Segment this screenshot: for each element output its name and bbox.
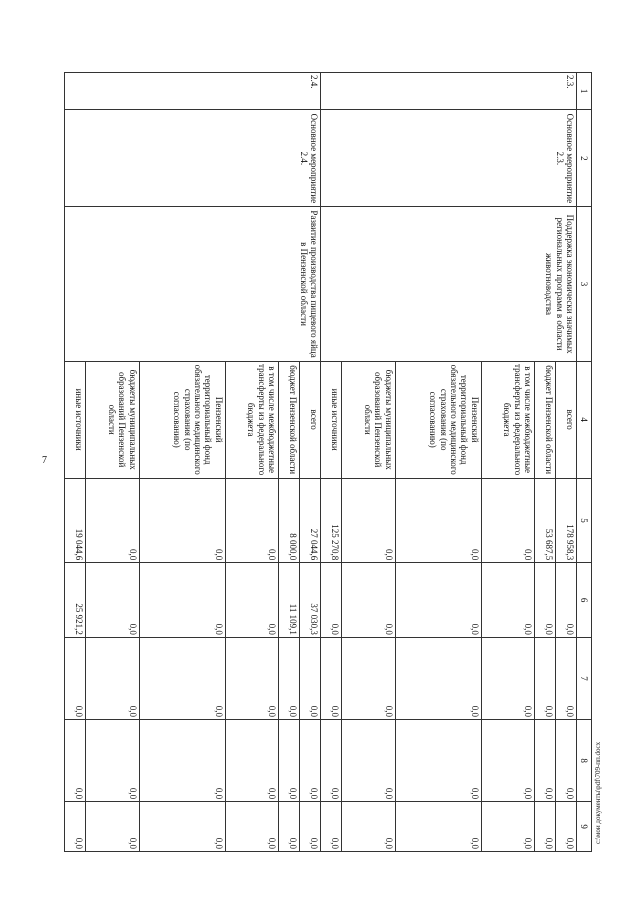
source-label: всего bbox=[300, 361, 321, 478]
value-col-6: 0,0 bbox=[139, 563, 225, 638]
value-col-9: 0,0 bbox=[481, 802, 535, 852]
col-header-8: 8 bbox=[577, 720, 592, 802]
value-col-5: 53 687,5 bbox=[535, 478, 556, 563]
value-col-7: 0,0 bbox=[225, 637, 279, 719]
source-label: в том числе межбюджетные трансферты из федерального бюджета bbox=[481, 361, 535, 478]
source-label: Пензенский территориальный фонд обязательного медицинского страхования (по согласованию) bbox=[395, 361, 481, 478]
col-header-6: 6 bbox=[577, 563, 592, 638]
value-col-6: 0,0 bbox=[395, 563, 481, 638]
col-header-4: 4 bbox=[577, 361, 592, 478]
header-row bbox=[577, 73, 592, 852]
source-label: бюджет Пензенской области bbox=[279, 361, 300, 478]
value-col-8: 0,0 bbox=[279, 720, 300, 802]
value-col-8: 0,0 bbox=[300, 720, 321, 802]
value-col-7: 0,0 bbox=[535, 637, 556, 719]
col-header-3: 3 bbox=[577, 207, 592, 361]
value-col-5: 0,0 bbox=[225, 478, 279, 563]
value-col-6: 0,0 bbox=[321, 563, 342, 638]
value-col-9: 0,0 bbox=[556, 802, 577, 852]
value-col-7: 0,0 bbox=[65, 637, 86, 719]
value-col-6: 25 921,2 bbox=[65, 563, 86, 638]
footer-file-path: c:\мои документы\pdf\709-пп.docx bbox=[594, 741, 602, 844]
value-col-7: 0,0 bbox=[481, 637, 535, 719]
value-col-6: 37 030,3 bbox=[300, 563, 321, 638]
value-col-7: 0,0 bbox=[556, 637, 577, 719]
source-label: всего bbox=[556, 361, 577, 478]
value-col-5: 0,0 bbox=[395, 478, 481, 563]
table-row bbox=[300, 73, 321, 852]
value-col-7: 0,0 bbox=[86, 637, 140, 719]
col-header-2: 2 bbox=[577, 110, 592, 207]
value-col-9: 0,0 bbox=[279, 802, 300, 852]
value-col-5: 178 958,3 bbox=[556, 478, 577, 563]
col-header-9: 9 bbox=[577, 802, 592, 852]
col-header-1: 1 bbox=[577, 73, 592, 110]
value-col-7: 0,0 bbox=[342, 637, 396, 719]
value-col-5: 0,0 bbox=[86, 478, 140, 563]
value-col-6: 0,0 bbox=[481, 563, 535, 638]
source-label: Пензенский территориальный фонд обязательного медицинского страхования (по согласованию) bbox=[139, 361, 225, 478]
value-col-5: 0,0 bbox=[139, 478, 225, 563]
value-col-9: 0,0 bbox=[342, 802, 396, 852]
value-col-8: 0,0 bbox=[395, 720, 481, 802]
value-col-8: 0,0 bbox=[321, 720, 342, 802]
value-col-5: 19 044,6 bbox=[65, 478, 86, 563]
value-col-9: 0,0 bbox=[321, 802, 342, 852]
value-col-9: 0,0 bbox=[65, 802, 86, 852]
value-col-7: 0,0 bbox=[395, 637, 481, 719]
source-label: иные источники bbox=[65, 361, 86, 478]
value-col-5: 0,0 bbox=[342, 478, 396, 563]
source-label: бюджеты муниципальных образований Пензенской области bbox=[86, 361, 140, 478]
value-col-5: 8 000,0 bbox=[279, 478, 300, 563]
value-col-9: 0,0 bbox=[395, 802, 481, 852]
value-col-6: 0,0 bbox=[225, 563, 279, 638]
section-kind: Основное мероприятие 2.4. bbox=[65, 110, 321, 207]
source-label: в том числе межбюджетные трансферты из федерального бюджета bbox=[225, 361, 279, 478]
value-col-7: 0,0 bbox=[139, 637, 225, 719]
value-col-9: 0,0 bbox=[86, 802, 140, 852]
value-col-8: 0,0 bbox=[342, 720, 396, 802]
value-col-6: 0,0 bbox=[556, 563, 577, 638]
value-col-6: 11 109,1 bbox=[279, 563, 300, 638]
value-col-8: 0,0 bbox=[481, 720, 535, 802]
value-col-6: 0,0 bbox=[86, 563, 140, 638]
value-col-8: 0,0 bbox=[556, 720, 577, 802]
table-row bbox=[556, 73, 577, 852]
value-col-7: 0,0 bbox=[279, 637, 300, 719]
section-kind: Основное мероприятие 2.3. bbox=[321, 110, 577, 207]
value-col-7: 0,0 bbox=[300, 637, 321, 719]
value-col-8: 0,0 bbox=[86, 720, 140, 802]
budget-table bbox=[64, 72, 592, 852]
section-title: Развитие производства пищевого яйца в Пензенской области bbox=[65, 207, 321, 361]
col-header-5: 5 bbox=[577, 478, 592, 563]
value-col-9: 0,0 bbox=[535, 802, 556, 852]
value-col-8: 0,0 bbox=[535, 720, 556, 802]
source-label: бюджет Пензенской области bbox=[535, 361, 556, 478]
value-col-9: 0,0 bbox=[225, 802, 279, 852]
value-col-8: 0,0 bbox=[225, 720, 279, 802]
source-label: иные источники bbox=[321, 361, 342, 478]
source-label: бюджеты муниципальных образований Пензенской области bbox=[342, 361, 396, 478]
value-col-9: 0,0 bbox=[300, 802, 321, 852]
value-col-6: 0,0 bbox=[342, 563, 396, 638]
value-col-5: 27 044,6 bbox=[300, 478, 321, 563]
value-col-7: 0,0 bbox=[321, 637, 342, 719]
value-col-5: 125 270,8 bbox=[321, 478, 342, 563]
page-number: 7 bbox=[42, 455, 47, 466]
section-title: Поддержка экономически значимых региональных программ в области животноводства bbox=[321, 207, 577, 361]
value-col-5: 0,0 bbox=[481, 478, 535, 563]
value-col-6: 0,0 bbox=[535, 563, 556, 638]
value-col-8: 0,0 bbox=[65, 720, 86, 802]
value-col-9: 0,0 bbox=[139, 802, 225, 852]
value-col-8: 0,0 bbox=[139, 720, 225, 802]
section-number: 2.3. bbox=[321, 73, 577, 110]
section-number: 2.4. bbox=[65, 73, 321, 110]
col-header-7: 7 bbox=[577, 637, 592, 719]
rotated-table-wrapper bbox=[64, 72, 592, 852]
